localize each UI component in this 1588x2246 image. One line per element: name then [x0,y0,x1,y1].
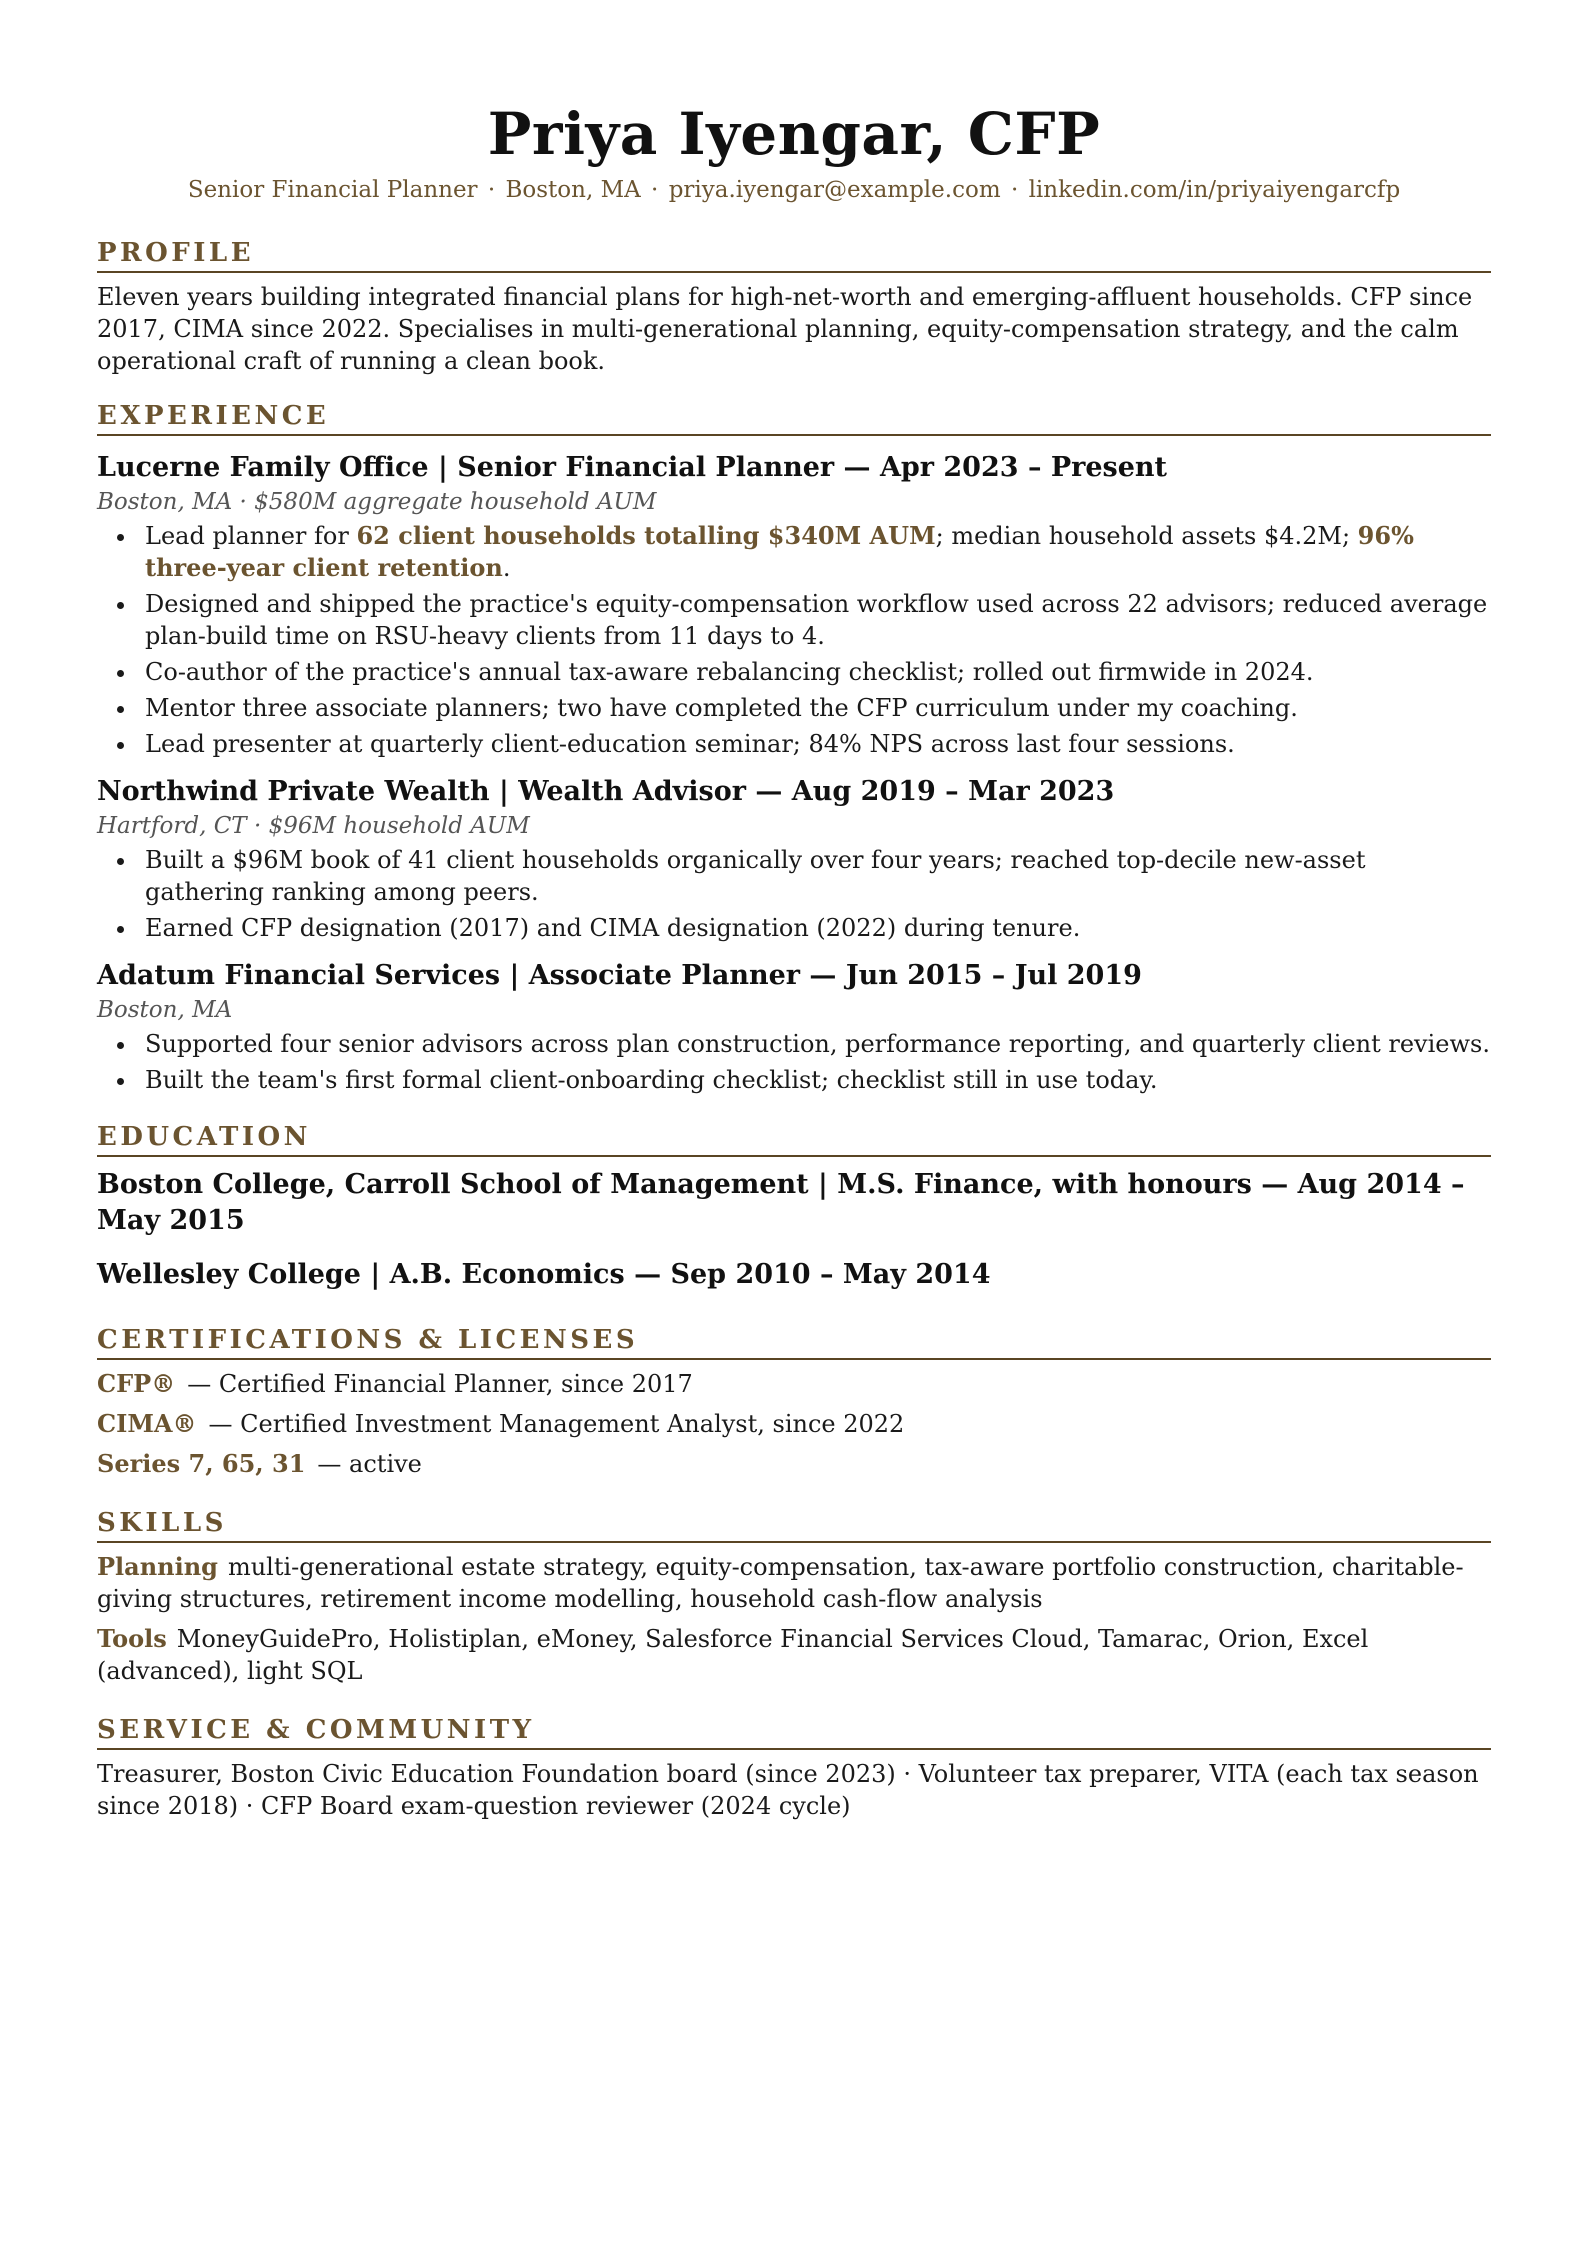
service-section [97,1713,1491,1822]
cert-item [97,1368,1491,1400]
job-bullets [97,844,1491,944]
bullet-item: Co-author of the practice's annual tax-aware rebalancing checklist; rolled out firmwide in 2024. [97,656,1491,688]
section-title-experience: EXPERIENCE [97,399,1491,436]
contact-email[interactable]: priya.iyengar@example.com [668,177,1001,203]
job-bullets [97,1028,1491,1096]
job-meta: Boston, MA [97,997,233,1023]
highlight-text: 96% three-year client retention [145,521,1414,582]
highlight-text: 62 client households totalling $340M AUM [356,521,936,550]
bullet-item: Designed and shipped the practice's equity-compensation workflow used across 22 advisors; reduced average plan-build time on RSU-heavy clients from 11 days to 4. [97,588,1491,652]
education-section [97,1120,1491,1293]
job-entry [97,450,1491,760]
section-title-education: EDUCATION [97,1120,1491,1157]
certifications-section [97,1323,1491,1480]
job-heading: Lucerne Family Office | Senior Financial Planner — Apr 2023 – Present [97,452,1168,483]
section-title-skills: SKILLS [97,1506,1491,1543]
job-heading: Northwind Private Wealth | Wealth Advisor — Aug 2019 – Mar 2023 [97,776,1115,807]
contact-linkedin[interactable]: linkedin.com/in/priyaiyengarcfp [1028,177,1401,203]
contact-title: Senior Financial Planner [187,177,478,203]
section-title-certifications: CERTIFICATIONS & LICENSES [97,1323,1491,1360]
bullet-item: Supported four senior advisors across plan construction, performance reporting, and quarterly client reviews. [97,1028,1491,1060]
job-heading: Adatum Financial Services | Associate Planner — Jun 2015 – Jul 2019 [97,960,1142,991]
job-entry [97,958,1491,1096]
skill-item [97,1623,1491,1687]
experience-section [97,399,1491,1096]
service-text: Treasurer, Boston Civic Education Foundation board (since 2023) · Volunteer tax preparer, VITA (each tax season since 2018) · CFP Board exam-question reviewer (2024 cycle) [97,1760,1479,1820]
education-entry: Boston College, Carroll School of Management | M.S. Finance, with honours — Aug 2014 – May 2015 [97,1169,1465,1236]
contact-line: Senior Financial Planner · Boston, MA · priya.iyengar@example.com · linkedin.com/in/priyaiyengarcfp [187,177,1401,203]
bullet-item: Built the team's first formal client-onboarding checklist; checklist still in use today. [97,1064,1491,1096]
skill-item [97,1551,1491,1615]
job-meta: Hartford, CT · $96M household AUM [97,813,530,839]
skill-key: Tools [97,1624,167,1653]
skill-value: MoneyGuidePro, Holistiplan, eMoney, Salesforce Financial Services Cloud, Tamarac, Orion, Excel (advanced), light SQL [97,1625,1369,1685]
bullet-item: Lead presenter at quarterly client-education seminar; 84% NPS across last four sessions. [97,728,1491,760]
cert-key: Series 7, 65, 31 [97,1449,306,1478]
cert-value: — active [317,1450,422,1478]
bullet-item: Lead planner for 62 client households totalling $340M AUM; median household assets $4.2M; 96% three-year client retention. [97,520,1491,584]
cert-key: CFP® [97,1369,176,1398]
cert-item [97,1408,1491,1440]
job-entry [97,774,1491,944]
profile-section [97,236,1491,377]
bullet-item: Mentor three associate planners; two have completed the CFP curriculum under my coaching. [97,692,1491,724]
skill-value: multi-generational estate strategy, equity-compensation, tax-aware portfolio construction, charitable-giving structures, retirement income modelling, household cash-flow analysis [97,1553,1464,1613]
cert-item [97,1448,1491,1480]
section-title-profile: PROFILE [97,236,1491,273]
cert-value: — Certified Financial Planner, since 2017 [187,1370,693,1398]
skills-section [97,1506,1491,1687]
section-title-service: SERVICE & COMMUNITY [97,1713,1491,1750]
job-meta: Boston, MA · $580M aggregate household AUM [97,489,657,515]
bullet-item: Earned CFP designation (2017) and CIMA designation (2022) during tenure. [97,912,1491,944]
bullet-item: Built a $96M book of 41 client households organically over four years; reached top-decile new-asset gathering ranking among peers. [97,844,1491,908]
cert-value: — Certified Investment Management Analyst, since 2022 [208,1410,905,1438]
contact-location: Boston, MA [505,177,641,203]
resume-name: Priya Iyengar, CFP [487,100,1101,168]
education-entry: Wellesley College | A.B. Economics — Sep 2010 – May 2014 [97,1259,991,1290]
skill-key: Planning [97,1552,218,1581]
profile-text: Eleven years building integrated financial plans for high-net-worth and emerging-affluent households. CFP since 2017, CIMA since 2022. Specialises in multi-generational planning, equity-compensation strategy, and the calm operational craft of running a clean book. [97,283,1473,375]
job-bullets [97,520,1491,760]
cert-key: CIMA® [97,1409,197,1438]
